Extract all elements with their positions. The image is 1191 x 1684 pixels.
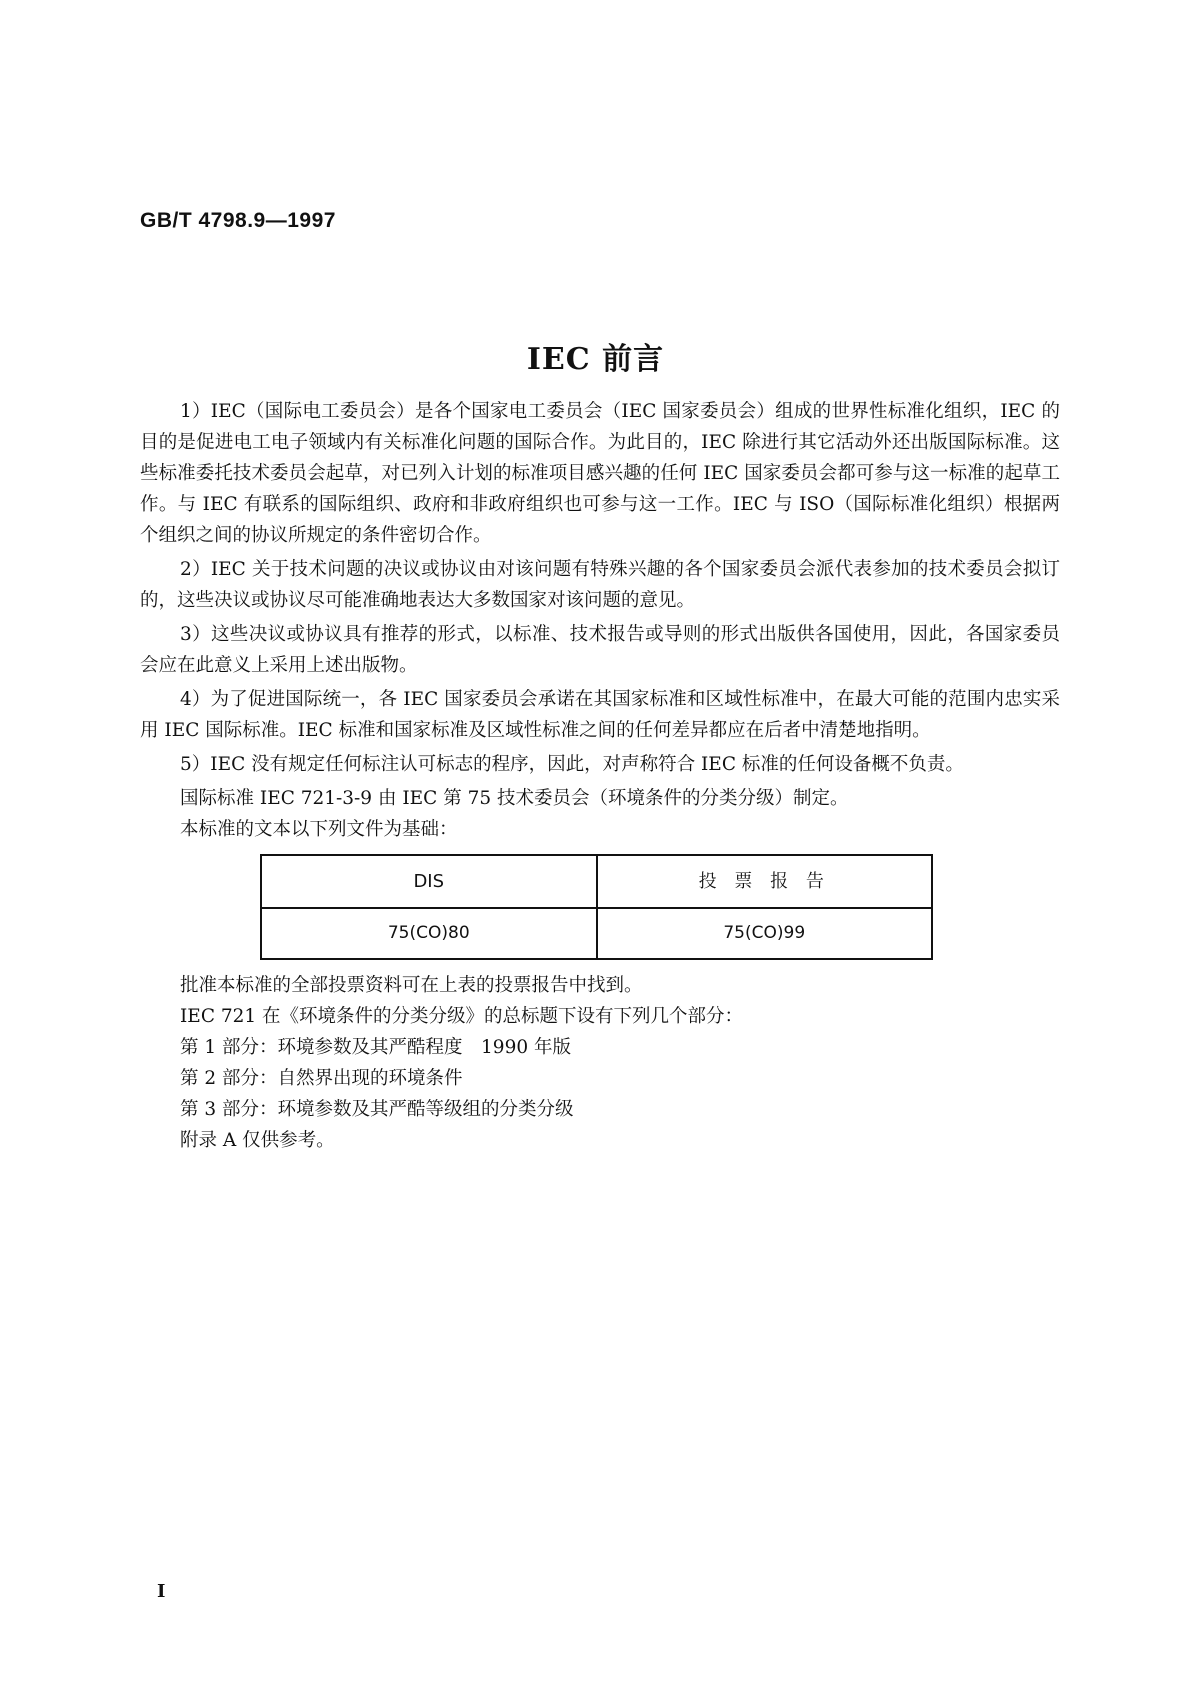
table-header-row bbox=[261, 855, 932, 908]
paragraph-5: 5）IEC 没有规定任何标注认可标志的程序，因此，对声称符合 IEC 标准的任何设备概不负责。 bbox=[180, 754, 964, 775]
table-row bbox=[261, 908, 932, 959]
table-cell-vote-report: 75(CO)99 bbox=[597, 908, 933, 959]
basis-table-wrapper bbox=[260, 854, 933, 960]
paragraph-1: 1）IEC（国际电工委员会）是各个国家电工委员会（IEC 国家委员会）组成的世界性标准化组织，IEC 的目的是促进电工电子领域内有关标准化问题的国际合作。为此目的，IEC 除进行其它活动外还出版国际标准。这些标准委托技术委员会起草，对已列入计划的标准项目感兴趣的任何 IEC 国家委员会都可参与这一标准的起草工作。与 IEC 有联系的国际组织、政府和非政府组织也可参与这一工作。IEC 与 ISO（国际标准化组织）根据两个组织之间的协议所规定的条件密切合作。 bbox=[140, 401, 1060, 546]
paragraph-4: 4）为了促进国际统一，各 IEC 国家委员会承诺在其国家标准和区域性标准中，在最大可能的范围内忠实采用 IEC 国际标准。IEC 标准和国家标准及区域性标准之间的任何差异都应在后者中清楚地指明。 bbox=[140, 689, 1060, 741]
basis-statement: 本标准的文本以下列文件为基础： bbox=[180, 819, 458, 840]
table-header-vote-report: 投 票 报 告 bbox=[597, 855, 933, 908]
document-body bbox=[140, 396, 1060, 1156]
paragraph-2: 2）IEC 关于技术问题的决议或协议由对该问题有特殊兴趣的各个国家委员会派代表参加的技术委员会拟订的，这些决议或协议尽可能准确地表达大多数国家对该问题的意见。 bbox=[140, 559, 1060, 611]
voting-info-line: 批准本标准的全部投票资料可在上表的投票报告中找到。 bbox=[180, 975, 643, 996]
part-2-line: 第 2 部分：自然界出现的环境条件 bbox=[180, 1068, 463, 1089]
table-header-dis: DIS bbox=[261, 855, 597, 908]
part-1-line: 第 1 部分：环境参数及其严酷程度 1990 年版 bbox=[180, 1037, 571, 1058]
parts-intro-line: IEC 721 在《环境条件的分类分级》的总标题下设有下列几个部分： bbox=[180, 1006, 744, 1027]
part-3-line: 第 3 部分：环境参数及其严酷等级组的分类分级 bbox=[180, 1099, 574, 1120]
page-number: I bbox=[157, 1581, 166, 1602]
paragraph-3: 3）这些决议或协议具有推荐的形式，以标准、技术报告或导则的形式出版供各国使用，因此，各国家委员会应在此意义上采用上述出版物。 bbox=[140, 624, 1060, 676]
annex-note-line: 附录 A 仅供参考。 bbox=[180, 1130, 335, 1151]
origin-statement: 国际标准 IEC 721-3-9 由 IEC 第 75 技术委员会（环境条件的分类分级）制定。 bbox=[180, 788, 849, 809]
table-cell-dis: 75(CO)80 bbox=[261, 908, 597, 959]
basis-table bbox=[260, 854, 933, 960]
page-title: IEC 前言 bbox=[526, 342, 665, 377]
standard-code: GB/T 4798.9—1997 bbox=[140, 209, 336, 232]
